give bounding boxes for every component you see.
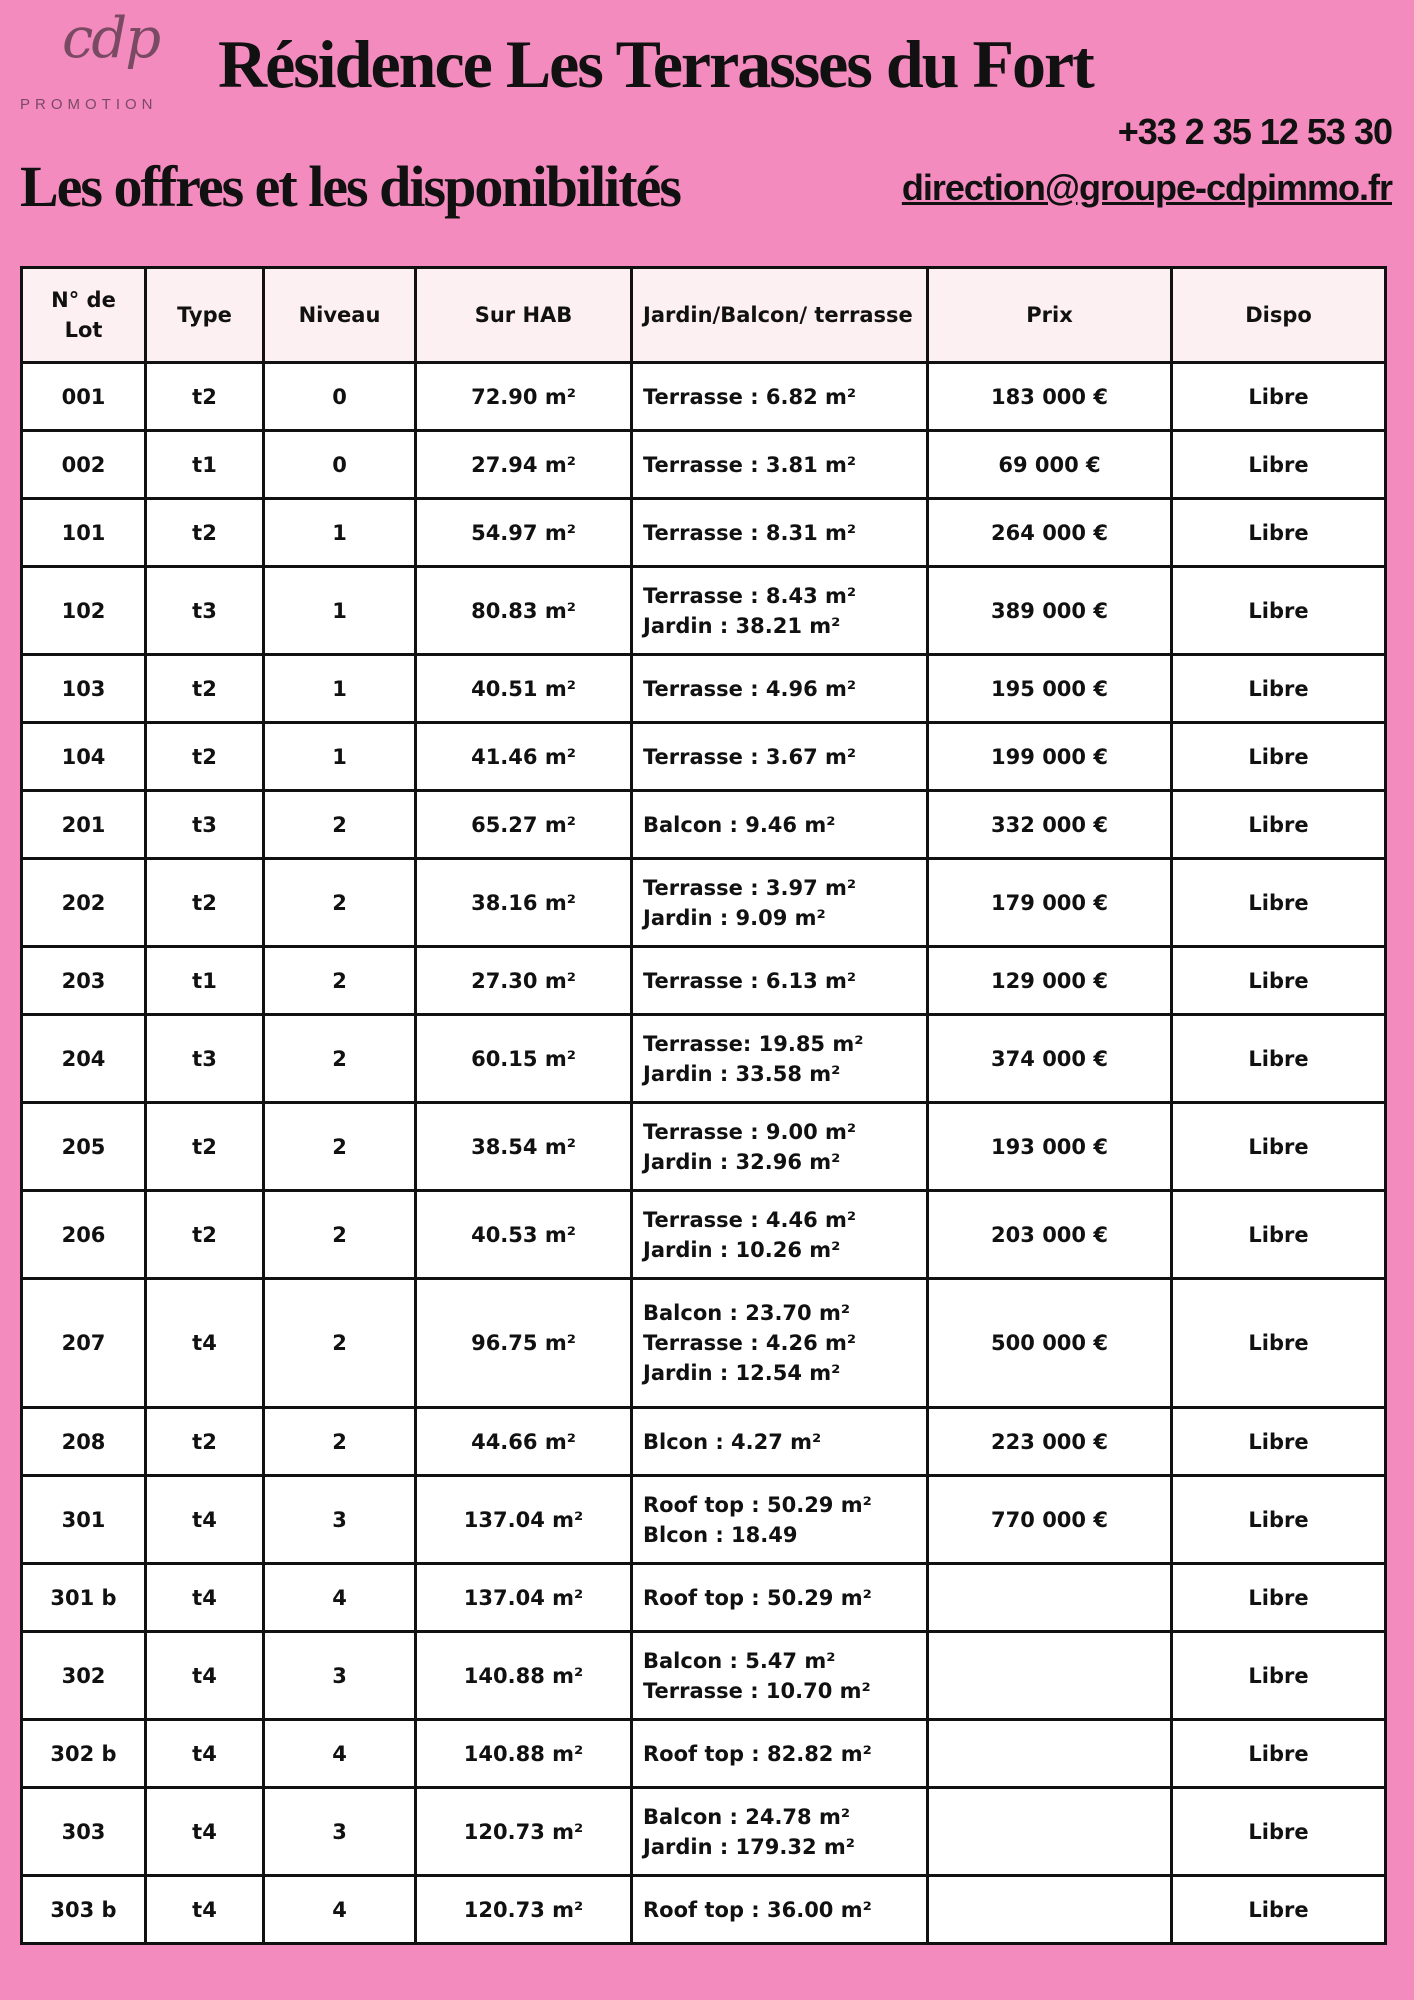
cell-lot: 203 — [22, 947, 146, 1015]
cell-type: t1 — [146, 947, 264, 1015]
cell-lot: 102 — [22, 567, 146, 655]
cell-dispo: Libre — [1172, 655, 1386, 723]
logo-script: cdp — [62, 6, 160, 71]
cell-type: t2 — [146, 1103, 264, 1191]
contact-email-link[interactable]: direction@groupe-cdpimmo.fr — [901, 167, 1392, 208]
cell-prix — [928, 1788, 1172, 1876]
cell-niveau: 0 — [264, 363, 416, 431]
cell-dispo: Libre — [1172, 1564, 1386, 1632]
cell-sur-hab: 60.15 m² — [416, 1015, 632, 1103]
cell-exterior — [632, 1876, 928, 1944]
exterior-line: Terrasse : 3.97 m² — [643, 875, 857, 900]
page-subtitle: Les offres et les disponibilités — [20, 154, 680, 219]
cell-lot: 101 — [22, 499, 146, 567]
cell-dispo: Libre — [1172, 363, 1386, 431]
cell-exterior — [632, 1408, 928, 1476]
cell-sur-hab: 96.75 m² — [416, 1279, 632, 1408]
cell-type: t3 — [146, 791, 264, 859]
cell-niveau: 2 — [264, 1191, 416, 1279]
cdp-promotion-logo — [18, 6, 190, 126]
cell-exterior — [632, 859, 928, 947]
cell-sur-hab: 44.66 m² — [416, 1408, 632, 1476]
cell-lot: 302 — [22, 1632, 146, 1720]
cell-lot: 303 — [22, 1788, 146, 1876]
cell-niveau: 2 — [264, 1408, 416, 1476]
cell-sur-hab: 27.30 m² — [416, 947, 632, 1015]
cell-type: t4 — [146, 1279, 264, 1408]
col-header-dispo: Dispo — [1172, 268, 1386, 363]
col-header-lot: N° de Lot — [22, 268, 146, 363]
table-row — [22, 655, 1386, 723]
cell-type: t4 — [146, 1632, 264, 1720]
cell-prix: 203 000 € — [928, 1191, 1172, 1279]
cell-niveau: 2 — [264, 1279, 416, 1408]
cell-lot: 104 — [22, 723, 146, 791]
cell-lot: 202 — [22, 859, 146, 947]
cell-exterior — [632, 723, 928, 791]
cell-sur-hab: 54.97 m² — [416, 499, 632, 567]
cell-type: t4 — [146, 1788, 264, 1876]
col-header-sur-hab: Sur HAB — [416, 268, 632, 363]
cell-prix — [928, 1564, 1172, 1632]
table-row — [22, 499, 1386, 567]
cell-exterior — [632, 1015, 928, 1103]
cell-prix: 195 000 € — [928, 655, 1172, 723]
exterior-line: Blcon : 4.27 m² — [643, 1429, 822, 1454]
table-row — [22, 1788, 1386, 1876]
exterior-line: Terrasse : 9.00 m² — [643, 1119, 857, 1144]
cell-niveau: 1 — [264, 567, 416, 655]
cell-lot: 208 — [22, 1408, 146, 1476]
col-header-exterior: Jardin/Balcon/ terrasse — [632, 268, 928, 363]
cell-exterior — [632, 1632, 928, 1720]
cell-exterior — [632, 1564, 928, 1632]
cell-prix: 183 000 € — [928, 363, 1172, 431]
exterior-line: Jardin : 33.58 m² — [643, 1061, 841, 1086]
cell-niveau: 0 — [264, 431, 416, 499]
page-title: Résidence Les Terrasses du Fort — [218, 26, 1093, 102]
cell-exterior — [632, 431, 928, 499]
header-row — [22, 268, 1386, 363]
cell-prix: 389 000 € — [928, 567, 1172, 655]
cell-dispo: Libre — [1172, 1476, 1386, 1564]
contact-phone[interactable]: +33 2 35 12 53 30 — [1117, 111, 1392, 152]
exterior-line: Roof top : 50.29 m² — [643, 1492, 872, 1517]
col-header-niveau: Niveau — [264, 268, 416, 363]
cell-lot: 206 — [22, 1191, 146, 1279]
cell-exterior — [632, 791, 928, 859]
cell-lot: 001 — [22, 363, 146, 431]
exterior-line: Blcon : 18.49 — [643, 1522, 798, 1547]
cell-sur-hab: 41.46 m² — [416, 723, 632, 791]
exterior-line: Terrasse : 3.67 m² — [643, 744, 857, 769]
cell-exterior — [632, 655, 928, 723]
cell-exterior — [632, 499, 928, 567]
cell-lot: 301 b — [22, 1564, 146, 1632]
cell-prix: 264 000 € — [928, 499, 1172, 567]
cell-prix: 199 000 € — [928, 723, 1172, 791]
cell-sur-hab: 120.73 m² — [416, 1876, 632, 1944]
cell-dispo: Libre — [1172, 567, 1386, 655]
table-row — [22, 947, 1386, 1015]
exterior-line: Roof top : 50.29 m² — [643, 1585, 872, 1610]
cell-exterior — [632, 1279, 928, 1408]
cell-prix: 129 000 € — [928, 947, 1172, 1015]
exterior-line: Roof top : 36.00 m² — [643, 1897, 872, 1922]
exterior-line: Jardin : 12.54 m² — [643, 1361, 841, 1385]
table-row — [22, 1279, 1386, 1408]
cell-prix: 193 000 € — [928, 1103, 1172, 1191]
exterior-line: Terrasse: 19.85 m² — [643, 1031, 864, 1056]
cell-type: t3 — [146, 567, 264, 655]
cell-dispo: Libre — [1172, 1279, 1386, 1408]
cell-dispo: Libre — [1172, 1191, 1386, 1279]
table-row — [22, 1564, 1386, 1632]
table-row — [22, 1476, 1386, 1564]
cell-sur-hab: 137.04 m² — [416, 1564, 632, 1632]
table-row — [22, 431, 1386, 499]
cell-exterior — [632, 1720, 928, 1788]
cell-niveau: 2 — [264, 791, 416, 859]
cell-lot: 103 — [22, 655, 146, 723]
cell-niveau: 2 — [264, 1103, 416, 1191]
cell-niveau: 3 — [264, 1632, 416, 1720]
table-row — [22, 1015, 1386, 1103]
exterior-line: Jardin : 32.96 m² — [643, 1149, 841, 1174]
col-header-prix: Prix — [928, 268, 1172, 363]
cell-type: t2 — [146, 859, 264, 947]
cell-sur-hab: 40.51 m² — [416, 655, 632, 723]
cell-niveau: 2 — [264, 859, 416, 947]
cell-sur-hab: 80.83 m² — [416, 567, 632, 655]
cell-type: t4 — [146, 1476, 264, 1564]
exterior-line: Balcon : 5.47 m² — [643, 1648, 836, 1673]
cell-sur-hab: 140.88 m² — [416, 1632, 632, 1720]
cell-dispo: Libre — [1172, 723, 1386, 791]
availability-table — [20, 266, 1387, 1945]
cell-prix: 500 000 € — [928, 1279, 1172, 1408]
cell-lot: 002 — [22, 431, 146, 499]
table-row — [22, 363, 1386, 431]
cell-dispo: Libre — [1172, 499, 1386, 567]
table-row — [22, 1876, 1386, 1944]
exterior-line: Balcon : 23.70 m² — [643, 1301, 851, 1325]
cell-exterior — [632, 1103, 928, 1191]
cell-dispo: Libre — [1172, 1103, 1386, 1191]
cell-lot: 201 — [22, 791, 146, 859]
cell-lot: 301 — [22, 1476, 146, 1564]
cell-dispo: Libre — [1172, 791, 1386, 859]
cell-type: t2 — [146, 499, 264, 567]
cell-sur-hab: 40.53 m² — [416, 1191, 632, 1279]
table-header — [22, 268, 1386, 363]
cell-prix: 179 000 € — [928, 859, 1172, 947]
cell-exterior — [632, 1476, 928, 1564]
exterior-line: Balcon : 24.78 m² — [643, 1804, 851, 1829]
cell-exterior — [632, 567, 928, 655]
cell-sur-hab: 65.27 m² — [416, 791, 632, 859]
cell-niveau: 1 — [264, 499, 416, 567]
cell-exterior — [632, 1191, 928, 1279]
cell-type: t1 — [146, 431, 264, 499]
cell-type: t3 — [146, 1015, 264, 1103]
cell-sur-hab: 140.88 m² — [416, 1720, 632, 1788]
table-row — [22, 1103, 1386, 1191]
exterior-line: Balcon : 9.46 m² — [643, 812, 836, 837]
table-row — [22, 1632, 1386, 1720]
cell-exterior — [632, 947, 928, 1015]
cell-niveau: 4 — [264, 1720, 416, 1788]
cell-type: t2 — [146, 1408, 264, 1476]
table-row — [22, 1191, 1386, 1279]
cell-niveau: 2 — [264, 947, 416, 1015]
exterior-line: Jardin : 179.32 m² — [643, 1834, 855, 1859]
cell-niveau: 4 — [264, 1564, 416, 1632]
exterior-line: Terrasse : 3.81 m² — [643, 452, 857, 477]
cell-dispo: Libre — [1172, 1015, 1386, 1103]
exterior-line: Terrasse : 8.31 m² — [643, 520, 857, 545]
logo-subtext: PROMOTION — [20, 96, 158, 113]
exterior-line: Roof top : 82.82 m² — [643, 1741, 872, 1766]
cell-sur-hab: 120.73 m² — [416, 1788, 632, 1876]
cell-prix: 374 000 € — [928, 1015, 1172, 1103]
exterior-line: Terrasse : 6.13 m² — [643, 968, 857, 993]
cell-dispo: Libre — [1172, 947, 1386, 1015]
cell-dispo: Libre — [1172, 1408, 1386, 1476]
cell-sur-hab: 27.94 m² — [416, 431, 632, 499]
cell-niveau: 4 — [264, 1876, 416, 1944]
cell-lot: 207 — [22, 1279, 146, 1408]
cell-type: t2 — [146, 1191, 264, 1279]
table-row — [22, 791, 1386, 859]
cell-dispo: Libre — [1172, 1788, 1386, 1876]
cell-niveau: 3 — [264, 1788, 416, 1876]
cell-prix — [928, 1632, 1172, 1720]
table-row — [22, 859, 1386, 947]
cell-prix: 770 000 € — [928, 1476, 1172, 1564]
table-body — [22, 363, 1386, 1944]
cell-type: t4 — [146, 1876, 264, 1944]
cell-lot: 205 — [22, 1103, 146, 1191]
cell-lot: 204 — [22, 1015, 146, 1103]
cell-dispo: Libre — [1172, 859, 1386, 947]
cell-niveau: 3 — [264, 1476, 416, 1564]
cell-sur-hab: 38.16 m² — [416, 859, 632, 947]
cell-lot: 302 b — [22, 1720, 146, 1788]
col-header-type: Type — [146, 268, 264, 363]
cell-dispo: Libre — [1172, 431, 1386, 499]
exterior-line: Jardin : 38.21 m² — [643, 613, 841, 638]
cell-prix: 332 000 € — [928, 791, 1172, 859]
cell-type: t4 — [146, 1564, 264, 1632]
exterior-line: Terrasse : 8.43 m² — [643, 583, 857, 608]
cell-lot: 303 b — [22, 1876, 146, 1944]
exterior-line: Terrasse : 6.82 m² — [643, 384, 857, 409]
cell-sur-hab: 137.04 m² — [416, 1476, 632, 1564]
exterior-line: Terrasse : 10.70 m² — [643, 1678, 871, 1703]
cell-type: t2 — [146, 363, 264, 431]
cell-dispo: Libre — [1172, 1876, 1386, 1944]
exterior-line: Jardin : 10.26 m² — [643, 1237, 841, 1262]
cell-niveau: 1 — [264, 723, 416, 791]
exterior-line: Jardin : 9.09 m² — [643, 905, 826, 930]
cell-type: t2 — [146, 655, 264, 723]
cell-exterior — [632, 363, 928, 431]
cell-prix — [928, 1720, 1172, 1788]
table-row — [22, 1408, 1386, 1476]
exterior-line: Terrasse : 4.46 m² — [643, 1207, 857, 1232]
exterior-line: Terrasse : 4.96 m² — [643, 676, 857, 701]
cell-type: t4 — [146, 1720, 264, 1788]
table-row — [22, 723, 1386, 791]
table-row — [22, 1720, 1386, 1788]
cell-prix — [928, 1876, 1172, 1944]
cell-sur-hab: 72.90 m² — [416, 363, 632, 431]
exterior-line: Terrasse : 4.26 m² — [643, 1331, 857, 1355]
cell-prix: 223 000 € — [928, 1408, 1172, 1476]
cell-exterior — [632, 1788, 928, 1876]
cell-type: t2 — [146, 723, 264, 791]
table-row — [22, 567, 1386, 655]
cell-niveau: 2 — [264, 1015, 416, 1103]
cell-prix: 69 000 € — [928, 431, 1172, 499]
cell-niveau: 1 — [264, 655, 416, 723]
cell-sur-hab: 38.54 m² — [416, 1103, 632, 1191]
cell-dispo: Libre — [1172, 1720, 1386, 1788]
cell-dispo: Libre — [1172, 1632, 1386, 1720]
